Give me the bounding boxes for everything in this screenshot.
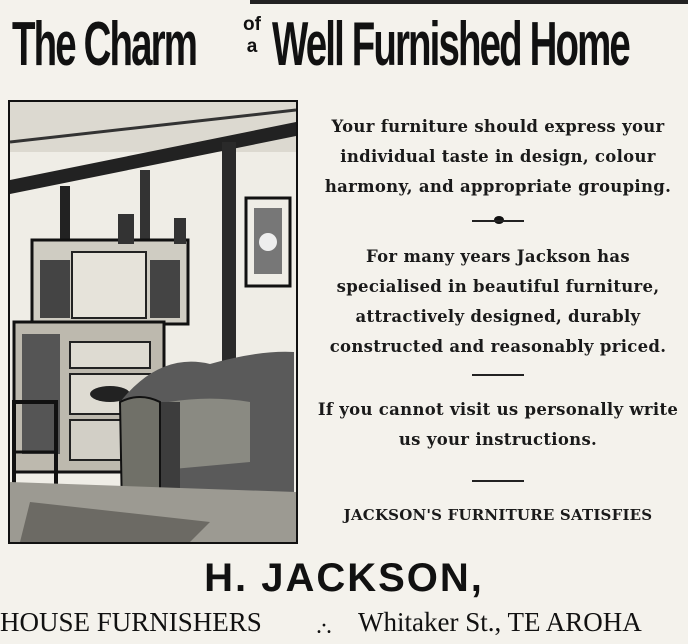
paragraph-1: Your furniture should express your individual taste in design, colour harmony, and appropriate grouping. [324, 117, 672, 196]
headline-connector-bottom: a [246, 36, 258, 57]
divider-rule [472, 374, 524, 376]
footer-trade: HOUSE FURNISHERS [0, 607, 262, 637]
brand-name: H. JACKSON, [204, 556, 484, 600]
headline [0, 4, 688, 92]
paragraph-3: If you cannot visit us personally write us your instructions. [317, 400, 679, 449]
footer-separator: .·. [316, 613, 330, 639]
divider-rule [472, 480, 524, 482]
footer [0, 602, 688, 638]
paragraph-2: For many years Jackson has specialised in beautiful furniture, attractively designed, durably constructed and reasonably priced. [329, 247, 667, 356]
footer-address: Whitaker St., TE AROHA [358, 607, 642, 637]
headline-connector-top: of [243, 14, 261, 35]
room-drawing-icon [10, 102, 296, 542]
headline-right: Well Furnished Home [272, 10, 629, 79]
divider-rule [472, 220, 524, 222]
headline-left: The Charm [12, 10, 197, 79]
headline-connector [238, 14, 266, 58]
furnished-room-illustration [8, 100, 298, 544]
tagline: JACKSON'S FURNITURE SATISFIES [343, 506, 653, 524]
